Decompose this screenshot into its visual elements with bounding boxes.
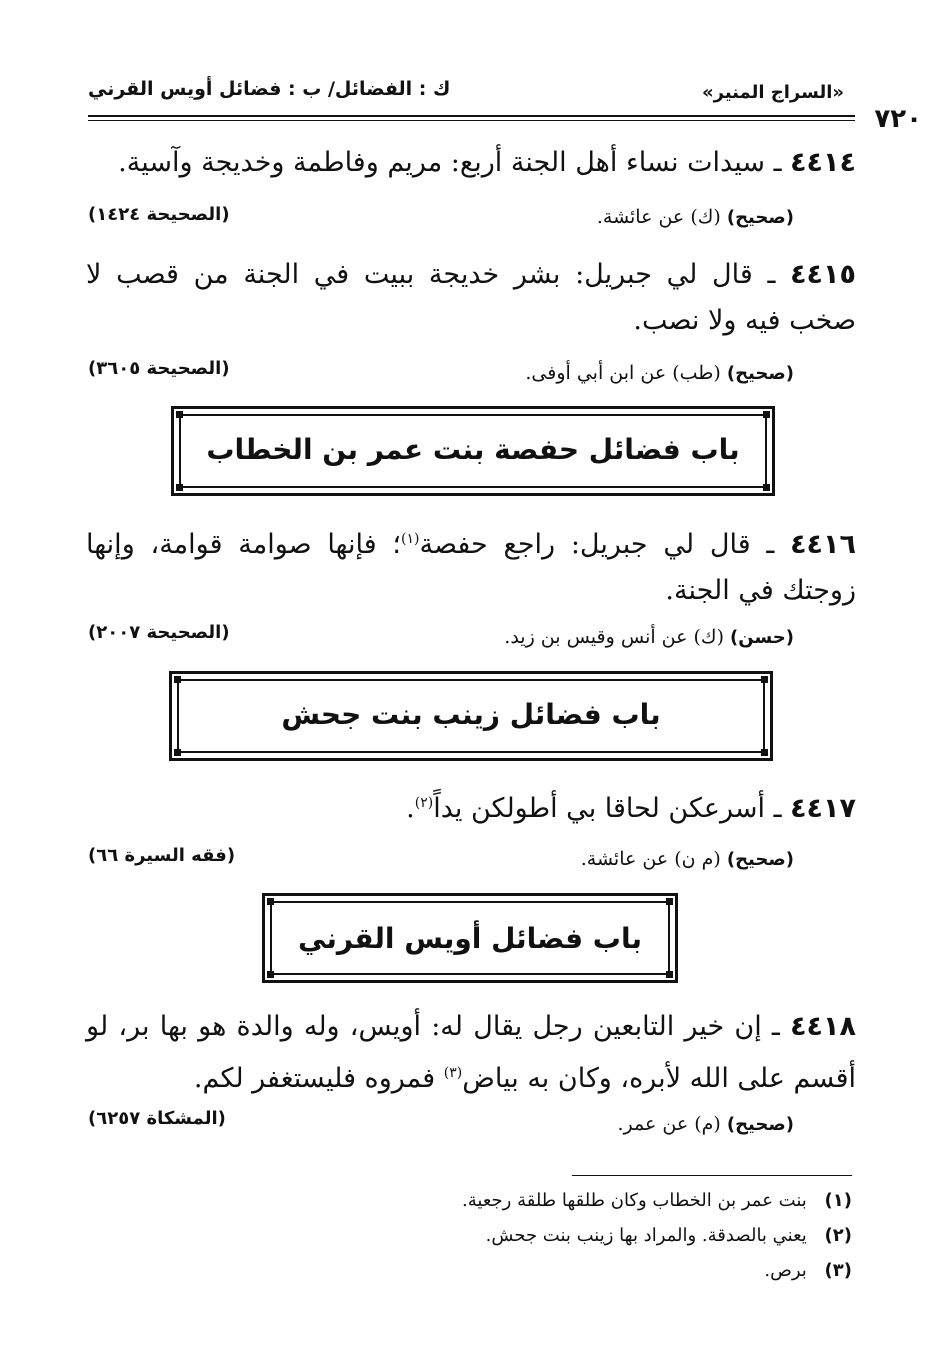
- chapter-title: باب فضائل أويس القرني: [298, 922, 642, 955]
- frame-corner: [267, 898, 274, 905]
- chapter-heading-zaynab: [169, 671, 773, 761]
- hadith-text-part2: ؛ فإنها صوامة قوامة، وإنها زوجتك في الجنة.: [86, 529, 856, 606]
- frame-corner: [176, 484, 183, 491]
- hadith-text-part1: قال لي جبريل: راجع حفصة: [419, 529, 751, 560]
- frame-corner: [763, 411, 770, 418]
- frame-corner: [761, 676, 768, 683]
- hadith-source: (ك) عن أنس وقيس بن زيد.: [504, 626, 724, 648]
- hadith-4418: [86, 1004, 856, 1102]
- hadith-4415: [86, 252, 856, 344]
- hadith-4416: [86, 516, 856, 614]
- page-number: ٧٢٠: [874, 104, 922, 134]
- frame-corner: [267, 971, 274, 978]
- frame-corner: [174, 676, 181, 683]
- footnote-mark: (٢): [414, 795, 434, 811]
- hadith-source: (م ن) عن عائشة.: [580, 848, 721, 870]
- hadith-dash: ـ: [764, 147, 782, 178]
- footnote-number: (٣): [824, 1260, 852, 1281]
- footnote-number: (٢): [824, 1225, 852, 1246]
- hadith-number: ٤٤١٧: [790, 793, 856, 824]
- frame-corner: [176, 411, 183, 418]
- footnote-mark: (٣): [443, 1065, 463, 1081]
- hadith-4418-reference: (المشكاة ٦٢٥٧): [88, 1108, 226, 1129]
- hadith-dash: ـ: [752, 259, 776, 290]
- hadith-text-part1: إن خير التابعين رجل يقال له: أويس، وله والدة هو بها بر، لو أقسم على الله لأبره، وكان به بياض: [86, 1011, 856, 1094]
- hadith-number: ٤٤١٦: [790, 529, 856, 560]
- footnote-text: بنت عمر بن الخطاب وكان طلقها طلقة رجعية.: [462, 1190, 807, 1211]
- footnote-1: [462, 1190, 852, 1211]
- footnote-mark: (١): [401, 531, 420, 547]
- hadith-source: (م) عن عمر.: [617, 1113, 721, 1135]
- hadith-number: ٤٤١٨: [790, 1011, 856, 1042]
- hadith-4418-source: [618, 1113, 795, 1135]
- frame-corner: [666, 898, 673, 905]
- footnote-number: (١): [824, 1190, 852, 1211]
- frame-corner: [666, 971, 673, 978]
- hadith-text-part1: أسرعكن لحاقا بي أطولكن يداً: [433, 793, 765, 824]
- hadith-4417-reference: (فقه السيرة ٦٦): [88, 845, 236, 866]
- hadith-dash: ـ: [761, 1011, 780, 1042]
- header-rule-thick: [88, 115, 855, 117]
- footnote-separator: [572, 1175, 852, 1176]
- hadith-text: سيدات نساء أهل الجنة أربع: مريم وفاطمة وخديجة وآسية.: [118, 147, 765, 178]
- hadith-number: ٤٤١٥: [790, 259, 856, 290]
- chapter-title: باب فضائل زينب بنت جحش: [281, 698, 661, 731]
- hadith-number: ٤٤١٤: [790, 147, 856, 178]
- running-header-chapter: ك : الفضائل/ ب : فضائل أويس القرني: [88, 78, 451, 100]
- hadith-grade: (صحيح): [726, 849, 794, 870]
- hadith-grade: (صحيح): [726, 363, 794, 384]
- footnote-2: [486, 1225, 852, 1246]
- hadith-4417: [86, 780, 856, 832]
- hadith-dash: ـ: [764, 793, 782, 824]
- hadith-source: (طب) عن ابن أبي أوفى.: [525, 362, 721, 384]
- frame-corner: [763, 484, 770, 491]
- hadith-text-part2: .: [406, 793, 415, 824]
- hadith-4417-source: [581, 848, 794, 870]
- hadith-4414-reference: (الصحيحة ١٤٢٤): [88, 204, 230, 225]
- hadith-grade: (حسن): [730, 627, 794, 648]
- hadith-grade: (صحيح): [726, 207, 794, 228]
- hadith-text: قال لي جبريل: بشر خديجة ببيت في الجنة من قصب لا صخب فيه ولا نصب.: [86, 259, 856, 336]
- chapter-heading-uways: [262, 893, 678, 983]
- header-rule-thin: [88, 120, 855, 121]
- hadith-source: (ك) عن عائشة.: [596, 206, 721, 228]
- hadith-4416-reference: (الصحيحة ٢٠٠٧): [88, 622, 230, 643]
- hadith-dash: ـ: [750, 529, 775, 560]
- footnote-text: برص.: [764, 1260, 807, 1281]
- hadith-4414: [86, 140, 856, 186]
- chapter-title: باب فضائل حفصة بنت عمر بن الخطاب: [206, 433, 740, 466]
- chapter-heading-hafsa: [171, 406, 775, 496]
- hadith-text-part2: فمروه فليستغفر لكم.: [193, 1063, 444, 1094]
- footnote-text: يعني بالصدقة. والمراد بها زينب بنت جحش.: [485, 1225, 807, 1246]
- running-header-book-title: «السراج المنير»: [702, 82, 844, 103]
- hadith-4414-source: [597, 206, 794, 228]
- hadith-4415-source: [525, 362, 794, 384]
- hadith-4415-reference: (الصحيحة ٣٦٠٥): [88, 358, 230, 379]
- footnote-3: [764, 1260, 852, 1281]
- hadith-4416-source: [504, 626, 794, 648]
- hadith-grade: (صحيح): [726, 1114, 794, 1135]
- frame-corner: [174, 749, 181, 756]
- frame-corner: [761, 749, 768, 756]
